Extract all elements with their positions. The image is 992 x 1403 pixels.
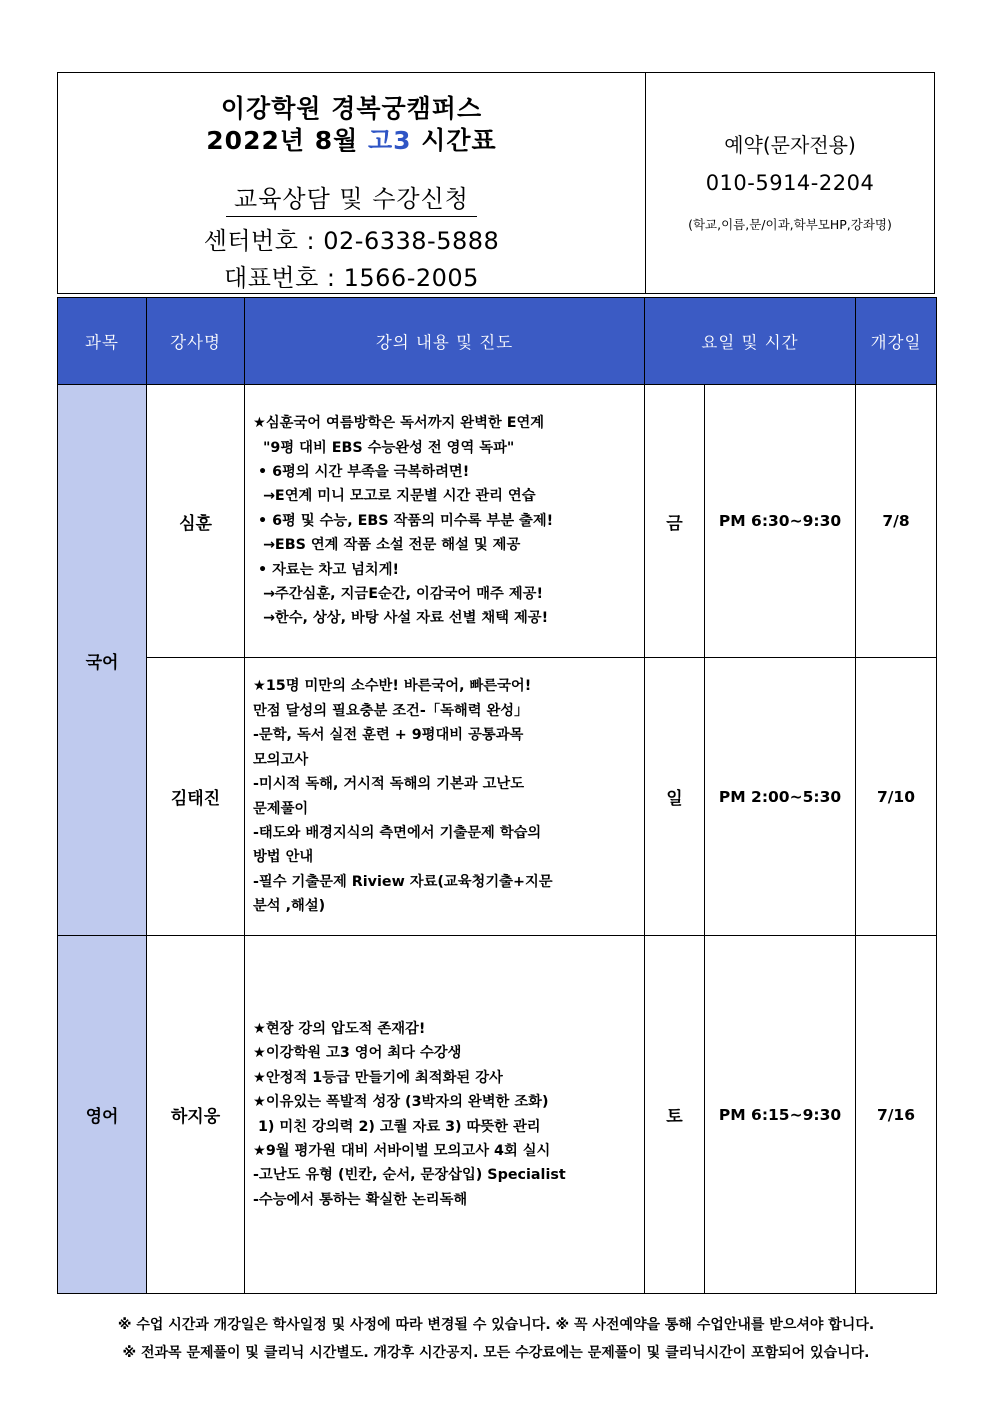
schedule-title-grade: 고3: [367, 126, 412, 155]
course-start-date: 7/10: [856, 658, 937, 936]
table-row: [58, 936, 937, 1294]
header-box: [57, 72, 935, 294]
representative-phone: 대표번호 : 1566-2005: [224, 264, 479, 292]
content-line: • 6평 및 수능, EBS 작품의 미수록 부분 출제!: [253, 512, 554, 529]
teacher-name: 김태진: [147, 658, 245, 936]
subject-english: 영어: [58, 936, 147, 1294]
content-line: →E연계 미니 모고로 지문별 시간 관리 연습: [253, 488, 536, 505]
content-line: ★15명 미만의 소수반! 바른국어, 빠른국어!: [253, 678, 532, 695]
content-line: 분석 ,해설): [253, 898, 326, 915]
content-line: ★9월 평가원 대비 서바이벌 모의고사 4회 실시: [253, 1142, 551, 1159]
content-line: →한수, 상상, 바탕 사설 자료 선별 채택 제공!: [253, 610, 549, 627]
content-line: -필수 기출문제 Riview 자료(교육청기출+지문: [253, 873, 553, 890]
content-line: ★현장 강의 압도적 존재감!: [253, 1020, 426, 1037]
course-day: 토: [645, 936, 705, 1294]
reservation-title: 예약(문자전용): [724, 133, 856, 157]
content-line: -태도와 배경지식의 측면에서 기출문제 학습의: [253, 824, 542, 841]
academy-title: 이강학원 경복궁캠퍼스: [220, 94, 483, 123]
footer-notes: [0, 1311, 992, 1367]
schedule-title-date: 2022년 8월: [206, 126, 359, 155]
course-day: 일: [645, 658, 705, 936]
content-line: -수능에서 통하는 확실한 논리독해: [253, 1191, 468, 1208]
course-start-date: 7/16: [856, 936, 937, 1294]
teacher-name: 심훈: [147, 385, 245, 658]
content-line: ★이강학원 고3 영어 최다 수강생: [253, 1045, 462, 1062]
schedule-title: [58, 121, 645, 157]
content-line: 문제풀이: [253, 800, 309, 817]
header-start-date: 개강일: [856, 298, 937, 385]
content-line: -문학, 독서 실전 훈련 + 9평대비 공통과목: [253, 727, 524, 744]
header-teacher: 강사명: [147, 298, 245, 385]
course-day: 금: [645, 385, 705, 658]
reservation-note: (학교,이름,문/이과,학부모HP,강좌명): [688, 217, 892, 232]
course-content: [245, 936, 645, 1294]
footer-note: ※ 수업 시간과 개강일은 학사일정 및 사정에 따라 변경될 수 있습니다. ※ 꼭 사전예약을 통해 수업안내를 받으셔야 합니다.: [117, 1317, 875, 1333]
course-time: PM 6:30~9:30: [705, 385, 856, 658]
content-line: →EBS 연계 작품 소설 전문 해설 및 제공: [253, 537, 521, 554]
header-day-time: 요일 및 시간: [645, 298, 856, 385]
subject-korean: 국어: [58, 385, 147, 936]
reservation-phone: 010-5914-2204: [705, 171, 875, 195]
course-content: [245, 658, 645, 936]
content-line: • 자료는 차고 넘치게!: [253, 561, 400, 578]
schedule-title-suffix: 시간표: [421, 126, 497, 155]
header-content: 강의 내용 및 진도: [245, 298, 645, 385]
course-content: [245, 385, 645, 658]
content-line: 방법 안내: [253, 849, 314, 866]
content-line: "9평 대비 EBS 수능완성 전 영역 독파": [253, 439, 515, 456]
table-row: [58, 385, 937, 658]
consult-label: 교육상담 및 수강신청: [226, 179, 477, 217]
course-time: PM 2:00~5:30: [705, 658, 856, 936]
content-line: 모의고사: [253, 751, 309, 768]
header-subject: 과목: [58, 298, 147, 385]
content-line: ★심훈국어 여름방학은 독서까지 완벽한 E연계: [253, 415, 545, 432]
footer-note: ※ 전과목 문제풀이 및 클리닉 시간별도. 개강후 시간공지. 모든 수강료에는 문제풀이 및 클리닉시간이 포함되어 있습니다.: [122, 1345, 870, 1361]
content-line: ★이유있는 폭발적 성장 (3박자의 완벽한 조화): [253, 1094, 549, 1111]
content-line: • 6평의 시간 부족을 극복하려면!: [253, 463, 470, 480]
content-line: 1) 미친 강의력 2) 고퀄 자료 3) 따뜻한 관리: [253, 1118, 541, 1135]
reservation-info: [646, 73, 934, 293]
academy-info: [58, 73, 646, 293]
teacher-name: 하지웅: [147, 936, 245, 1294]
consult-heading: [58, 179, 645, 217]
content-line: -고난도 유형 (빈칸, 순서, 문장삽입) Specialist: [253, 1167, 566, 1184]
center-phone: 센터번호 : 02-6338-5888: [203, 227, 500, 255]
table-header-row: [58, 298, 937, 385]
course-start-date: 7/8: [856, 385, 937, 658]
content-line: →주간심훈, 지금E순간, 이감국어 매주 제공!: [253, 586, 543, 603]
schedule-table: [57, 297, 937, 1294]
course-time: PM 6:15~9:30: [705, 936, 856, 1294]
schedule-table-wrap: [57, 297, 936, 1294]
table-row: [58, 658, 937, 936]
content-line: ★안정적 1등급 만들기에 최적화된 강사: [253, 1069, 503, 1086]
content-line: 만점 달성의 필요충분 조건-「독해력 완성」: [253, 702, 529, 719]
content-line: -미시적 독해, 거시적 독해의 기본과 고난도: [253, 776, 525, 793]
